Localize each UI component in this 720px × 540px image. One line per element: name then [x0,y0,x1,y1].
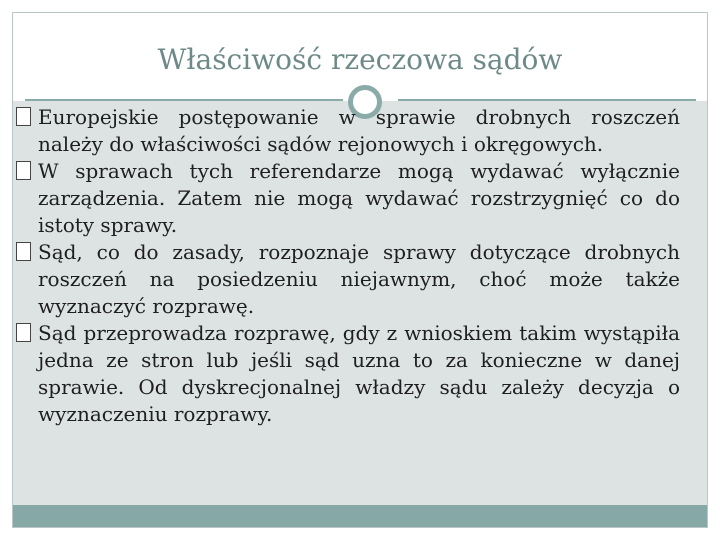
slide-title: Właściwość rzeczowa sądów [157,43,563,76]
bullet-text: Europejskie postępowanie w sprawie drobnych roszczeń należy do właściwości sądów rejonowych i okręgowych. [38,105,680,156]
bullet-box-icon [16,161,31,180]
bullet-item [20,158,680,239]
bullet-box-icon [16,107,31,126]
bullet-text: W sprawach tych referendarze mogą wydawać wyłącznie zarządzenia. Zatem nie mogą wydawać rozstrzygnięć co do istoty sprawy. [38,159,680,237]
bullet-list [20,104,680,428]
bullet-item [20,104,680,158]
bullet-box-icon [16,323,31,342]
title-divider-left [25,99,343,101]
bullet-text: Sąd, co do zasady, rozpoznaje sprawy dotyczące drobnych roszczeń na posiedzeniu niejawnym, choć może także wyznaczyć rozprawę. [38,240,680,318]
title-divider-right [398,99,696,101]
bullet-item [20,320,680,428]
footer-band [13,505,707,527]
bullet-item [20,239,680,320]
bullet-box-icon [16,242,31,261]
bullet-text: Sąd przeprowadza rozprawę, gdy z wnioskiem takim wystąpiła jedna ze stron lub jeśli sąd uzna to za konieczne w danej sprawie. Od dyskrecjonalnej władzy sądu zależy decyzja o wyznaczeniu rozprawy. [38,321,680,426]
